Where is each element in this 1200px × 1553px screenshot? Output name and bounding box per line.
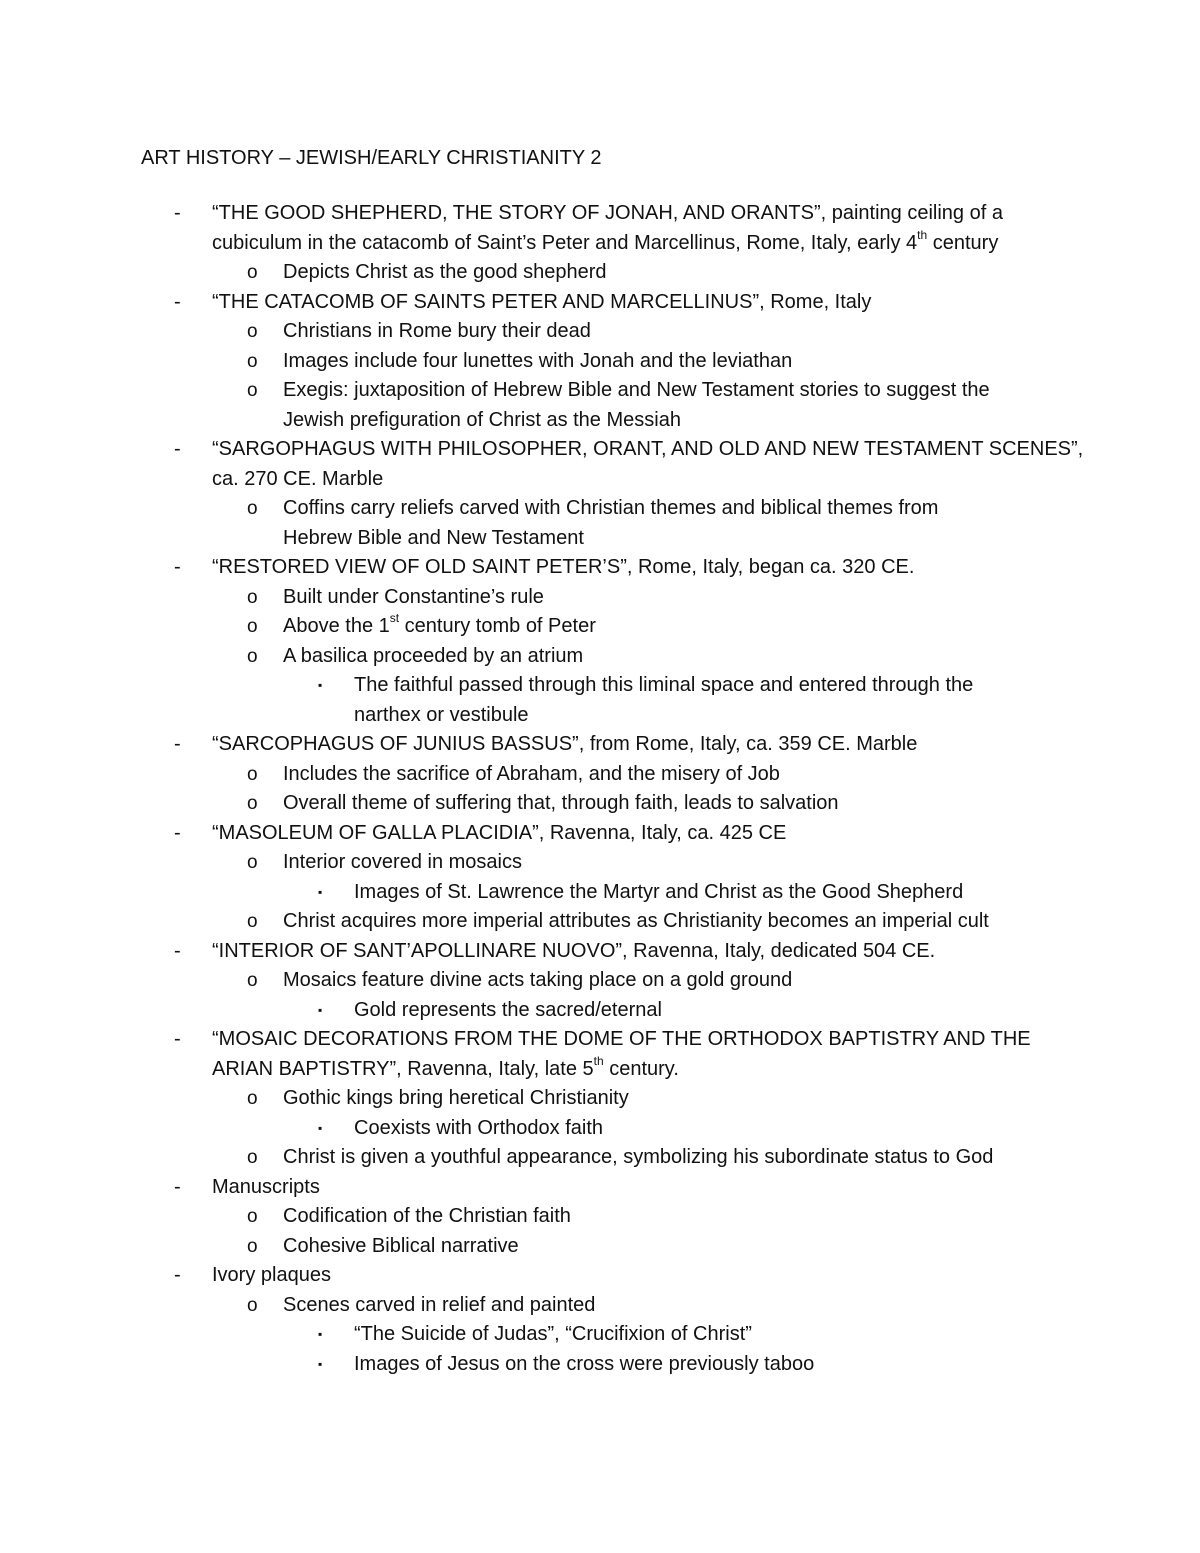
outline-item-text (212, 730, 917, 760)
outline-item-text (283, 642, 583, 672)
text-segment: Above the 1 (283, 615, 390, 637)
outline-item-level-2 (0, 642, 1200, 672)
outline-item-text (283, 494, 938, 524)
text-segment: Exegis: juxtaposition of Hebrew Bible and New Testament stories to suggest the (283, 379, 990, 401)
circle-bullet-icon: o (247, 380, 258, 401)
text-segment: “MOSAIC DECORATIONS FROM THE DOME OF THE ORTHODOX BAPTISTRY AND THE (212, 1028, 1031, 1050)
square-bullet-icon: ▪ (318, 1120, 323, 1135)
outline-item-level-2 (0, 612, 1200, 642)
outline-item-level-1 (0, 435, 1200, 465)
outline-item-text (354, 878, 963, 908)
outline-item-text (283, 524, 584, 554)
text-segment: The faithful passed through this liminal space and entered through the (354, 674, 974, 696)
circle-bullet-icon: o (247, 498, 258, 519)
outline-item-level-3 (0, 878, 1200, 908)
square-bullet-icon: ▪ (318, 1002, 323, 1017)
outline-item-text (283, 848, 522, 878)
outline-item-text (283, 347, 792, 377)
outline-item-level-2 (0, 1084, 1200, 1114)
outline-item-text (283, 907, 989, 937)
outline-item-level-2 (0, 760, 1200, 790)
text-segment: ARIAN BAPTISTRY”, Ravenna, Italy, late 5 (212, 1057, 594, 1080)
outline-item-text (283, 376, 990, 406)
outline-item-text (212, 1261, 331, 1291)
outline-item-level-2 (0, 1291, 1200, 1321)
outline-item-text (354, 1114, 603, 1144)
circle-bullet-icon: o (247, 616, 258, 637)
outline-item-text (212, 937, 935, 967)
text-segment: Christ is given a youthful appearance, symbolizing his subordinate status to God (283, 1146, 994, 1168)
outline-item-text (283, 583, 544, 613)
outline-item-level-2 (0, 258, 1200, 288)
text-segment: Depicts Christ as the good shepherd (283, 261, 607, 283)
text-segment: Interior covered in mosaics (283, 851, 522, 873)
outline-item-level-1 (0, 1173, 1200, 1203)
outline-item-text (283, 317, 591, 347)
outline-item-level-2 (0, 848, 1200, 878)
superscript-text: st (389, 611, 400, 626)
outline-item-level-1 (0, 1025, 1200, 1055)
text-segment: “MASOLEUM OF GALLA PLACIDIA”, Ravenna, Italy, ca. 425 CE (212, 821, 787, 844)
text-segment: Hebrew Bible and New Testament (283, 526, 584, 549)
outline-item-text (212, 229, 998, 259)
circle-bullet-icon: o (247, 1088, 258, 1109)
outline-item-text (212, 553, 914, 583)
outline-item-level-2 (0, 1232, 1200, 1262)
circle-bullet-icon: o (247, 970, 258, 991)
dash-bullet-icon: - (174, 733, 181, 755)
outline-item-level-2 (0, 376, 1200, 406)
text-segment: Mosaics feature divine acts taking place on a gold ground (283, 969, 793, 991)
text-segment: century. (603, 1057, 679, 1080)
text-segment: narthex or vestibule (354, 703, 529, 726)
outline-item-level-1 (0, 937, 1200, 967)
square-bullet-icon: ▪ (318, 1327, 323, 1341)
outline-item-text (283, 789, 839, 819)
circle-bullet-icon: o (247, 1206, 258, 1227)
text-segment: “SARCOPHAGUS OF JUNIUS BASSUS”, from Rome, Italy, ca. 359 CE. Marble (212, 733, 918, 755)
dash-bullet-icon: - (174, 438, 181, 460)
text-segment: Coffins carry reliefs carved with Christian themes and biblical themes from (283, 497, 939, 519)
dash-bullet-icon: - (174, 290, 181, 313)
circle-bullet-icon: o (247, 852, 258, 873)
superscript-text: th (917, 227, 928, 242)
outline-item-text (283, 612, 596, 642)
text-segment: “INTERIOR OF SANT’APOLLINARE NUOVO”, Ravenna, Italy, dedicated 504 CE. (212, 939, 936, 962)
outline-line-continuation (0, 701, 1200, 731)
text-segment: Built under Constantine’s rule (283, 585, 544, 608)
text-segment: century tomb of Peter (399, 615, 596, 637)
outline-list (0, 199, 1200, 1379)
text-segment: Codification of the Christian faith (283, 1205, 571, 1227)
dash-bullet-icon: - (174, 1175, 181, 1198)
outline-item-level-1 (0, 1261, 1200, 1291)
outline-item-text (212, 1055, 679, 1085)
outline-item-level-3 (0, 671, 1200, 701)
outline-item-text (212, 1025, 1031, 1055)
outline-item-level-3 (0, 1320, 1200, 1350)
circle-bullet-icon: o (247, 1147, 258, 1168)
outline-item-level-1 (0, 730, 1200, 760)
text-segment: Includes the sacrifice of Abraham, and the misery of Job (283, 762, 780, 785)
text-segment: Overall theme of suffering that, through faith, leads to salvation (283, 792, 839, 814)
text-segment: “THE CATACOMB OF SAINTS PETER AND MARCELLINUS”, Rome, Italy (212, 290, 872, 313)
text-segment: A basilica proceeded by an atrium (283, 644, 584, 667)
text-segment: “The Suicide of Judas”, “Crucifixion of Christ” (354, 1323, 752, 1345)
outline-item-text (283, 1143, 993, 1173)
circle-bullet-icon: o (247, 350, 258, 372)
outline-item-text (354, 671, 973, 701)
outline-item-text (212, 1173, 320, 1203)
text-segment: ca. 270 CE. Marble (212, 467, 384, 490)
dash-bullet-icon: - (174, 939, 181, 962)
text-segment: Christ acquires more imperial attributes as Christianity becomes an imperial cult (283, 910, 989, 932)
outline-item-level-1 (0, 819, 1200, 849)
text-segment: Scenes carved in relief and painted (283, 1293, 596, 1316)
outline-item-text (354, 701, 529, 731)
square-bullet-icon: ▪ (318, 1356, 323, 1371)
outline-line-continuation (0, 229, 1200, 259)
dash-bullet-icon: - (174, 1028, 181, 1050)
outline-item-level-2 (0, 789, 1200, 819)
outline-line-continuation (0, 524, 1200, 554)
circle-bullet-icon: o (247, 911, 258, 932)
outline-item-level-2 (0, 1143, 1200, 1173)
outline-item-text (354, 996, 662, 1026)
outline-item-text (354, 1320, 752, 1350)
text-segment: “THE GOOD SHEPHERD, THE STORY OF JONAH, AND ORANTS”, painting ceiling of a (212, 202, 1003, 224)
dash-bullet-icon: - (174, 556, 181, 578)
text-segment: Ivory plaques (212, 1264, 331, 1286)
superscript-text: th (593, 1053, 604, 1068)
text-segment: Coexists with Orthodox faith (354, 1116, 603, 1139)
outline-item-level-1 (0, 288, 1200, 318)
outline-item-text (212, 819, 786, 849)
outline-item-level-3 (0, 996, 1200, 1026)
outline-item-text (283, 406, 681, 436)
text-segment: Images of St. Lawrence the Martyr and Christ as the Good Shepherd (354, 880, 964, 903)
text-segment: century (927, 231, 999, 254)
text-segment: Cohesive Biblical narrative (283, 1234, 519, 1257)
outline-item-text (212, 288, 871, 318)
text-segment: “SARGOPHAGUS WITH PHILOSOPHER, ORANT, AND OLD AND NEW TESTAMENT SCENES”, (212, 438, 1084, 460)
outline-item-text (283, 760, 780, 790)
outline-item-text (212, 435, 1083, 465)
outline-item-level-2 (0, 966, 1200, 996)
text-segment: “RESTORED VIEW OF OLD SAINT PETER’S”, Rome, Italy, began ca. 320 CE. (212, 556, 915, 578)
outline-item-level-2 (0, 907, 1200, 937)
outline-item-level-2 (0, 347, 1200, 377)
circle-bullet-icon: o (247, 645, 258, 667)
document-title: ART HISTORY – JEWISH/EARLY CHRISTIANITY 2 (141, 147, 602, 169)
text-segment: Gold represents the sacred/eternal (354, 998, 662, 1021)
circle-bullet-icon: o (247, 1235, 258, 1257)
outline-item-text (212, 199, 1003, 229)
outline-line-continuation (0, 1055, 1200, 1085)
square-bullet-icon: ▪ (318, 678, 323, 692)
outline-item-level-3 (0, 1114, 1200, 1144)
outline-item-text (354, 1350, 814, 1380)
outline-item-level-2 (0, 1202, 1200, 1232)
outline-item-level-2 (0, 317, 1200, 347)
outline-item-level-2 (0, 494, 1200, 524)
circle-bullet-icon: o (247, 793, 258, 814)
text-segment: cubiculum in the catacomb of Saint’s Peter and Marcellinus, Rome, Italy, early 4 (212, 231, 918, 254)
outline-item-text (212, 465, 383, 495)
text-segment: Manuscripts (212, 1175, 320, 1198)
outline-item-text (283, 258, 607, 288)
outline-item-text (283, 1291, 595, 1321)
square-bullet-icon: ▪ (318, 884, 323, 899)
dash-bullet-icon: - (174, 202, 181, 224)
text-segment: Gothic kings bring heretical Christianity (283, 1087, 629, 1109)
outline-item-level-2 (0, 583, 1200, 613)
circle-bullet-icon: o (247, 586, 258, 608)
outline-line-continuation (0, 465, 1200, 495)
outline-item-text (283, 1232, 519, 1262)
circle-bullet-icon: o (247, 321, 258, 342)
dash-bullet-icon: - (174, 821, 181, 844)
text-segment: Christians in Rome bury their dead (283, 320, 591, 342)
text-segment: Images of Jesus on the cross were previously taboo (354, 1352, 815, 1375)
text-segment: Images include four lunettes with Jonah and the leviathan (283, 349, 793, 372)
outline-item-text (283, 966, 792, 996)
text-segment: Jewish prefiguration of Christ as the Messiah (283, 408, 681, 431)
circle-bullet-icon: o (247, 1294, 258, 1316)
outline-item-text (283, 1202, 571, 1232)
outline-line-continuation (0, 406, 1200, 436)
outline-item-level-1 (0, 553, 1200, 583)
circle-bullet-icon: o (247, 763, 258, 785)
circle-bullet-icon: o (247, 262, 258, 283)
dash-bullet-icon: - (174, 1264, 181, 1286)
outline-item-level-3 (0, 1350, 1200, 1380)
outline-item-text (283, 1084, 629, 1114)
outline-item-level-1 (0, 199, 1200, 229)
